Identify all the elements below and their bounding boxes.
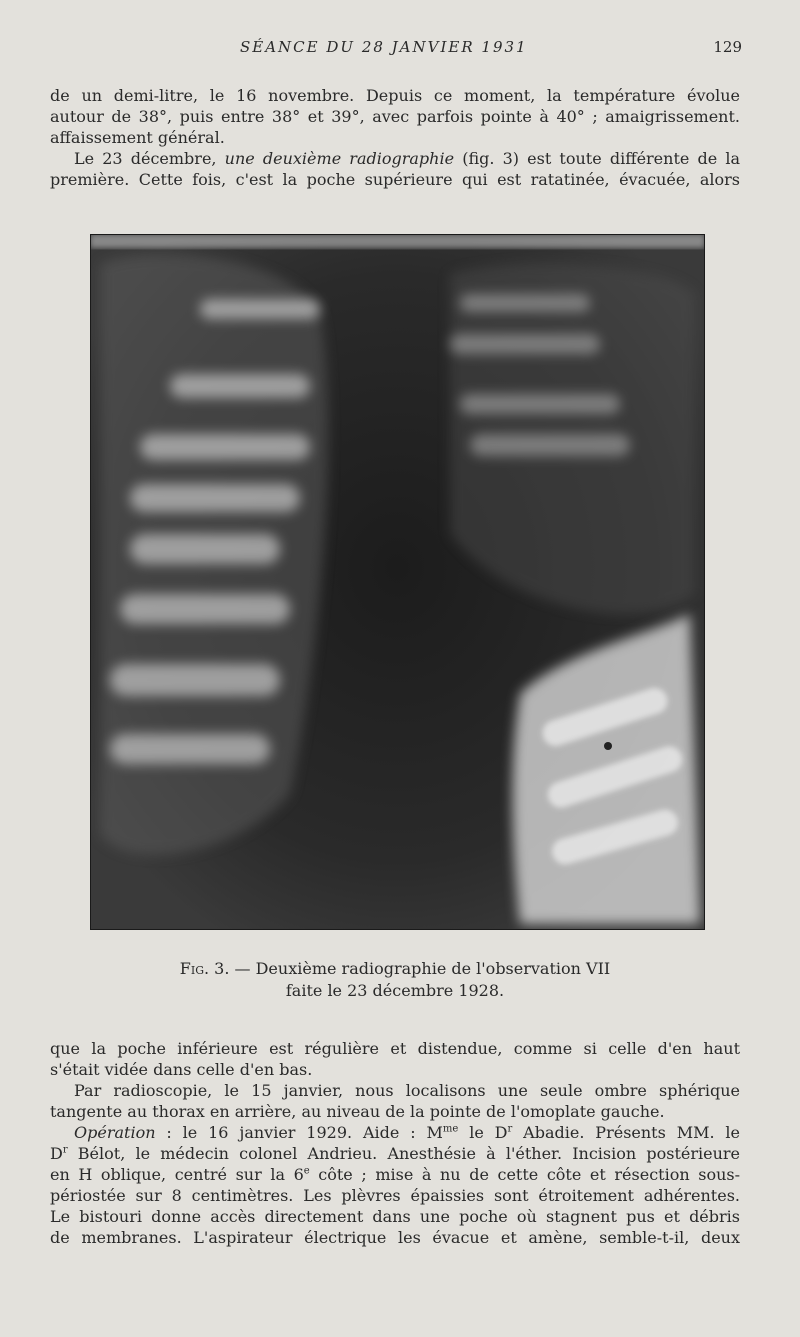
text-run: le D	[458, 1123, 508, 1142]
text-run: Le 23 décembre,	[74, 149, 217, 168]
text-line	[50, 1143, 740, 1164]
text-line	[50, 1122, 740, 1143]
text-line: autour de 38°, puis entre 38° et 39°, avec parfois pointe à 40° ; amaigrissement.	[50, 107, 740, 126]
text-line: Le bistouri donne accès directement dans une poche où stagnent pus et débris	[50, 1207, 740, 1226]
text-line: s'était vidée dans celle d'en bas.	[50, 1060, 313, 1079]
page-number: 129	[713, 38, 742, 56]
figure-caption	[50, 958, 740, 1002]
text-line: affaissement général.	[50, 128, 225, 147]
text-line: périostée sur 8 centimètres. Les plèvres épaissies sont étroitement adhérentes.	[50, 1186, 740, 1205]
caption-text: — Deuxième radiographie de l'observation VII	[234, 959, 611, 978]
text-line	[50, 148, 740, 169]
text-run: (fig. 3) est toute différente de la	[462, 149, 741, 168]
paragraph-5	[50, 1122, 740, 1248]
text-run: : le 16 janvier 1929. Aide : M	[155, 1123, 443, 1142]
superscript: r	[62, 1144, 68, 1156]
figure-label: Fig. 3.	[179, 959, 230, 978]
text-run: D	[50, 1144, 63, 1163]
paragraph-3	[50, 1038, 740, 1080]
paragraph-2	[50, 148, 740, 190]
caption-line: faite le 23 décembre 1928.	[285, 981, 505, 1000]
paragraph-1	[50, 85, 740, 148]
text-line: de membranes. L'aspirateur électrique les évacue et amène, semble-t-il, deux	[50, 1228, 740, 1247]
radiograph-figure	[90, 234, 705, 930]
superscript: r	[507, 1123, 513, 1135]
superscript: me	[442, 1123, 459, 1135]
superscript: e	[303, 1165, 310, 1177]
text-run: en H oblique, centré sur la 6	[50, 1165, 304, 1184]
italic-run: une deuxième radiographie	[224, 149, 455, 168]
caption-line	[50, 958, 740, 980]
text-line: que la poche inférieure est régulière et distendue, comme si celle d'en haut	[50, 1039, 740, 1058]
radiograph-image	[90, 234, 705, 930]
text-run: côte ; mise à nu de cette côte et résection sous-	[309, 1165, 741, 1184]
text-line: Par radioscopie, le 15 janvier, nous localisons une seule ombre sphérique	[74, 1081, 740, 1100]
text-line	[50, 1164, 740, 1185]
text-line: première. Cette fois, c'est la poche supérieure qui est ratatinée, évacuée, alors	[50, 170, 740, 189]
text-run: Abadie. Présents MM. le	[512, 1123, 741, 1142]
text-run: Bélot, le médecin colonel Andrieu. Anesthésie à l'éther. Incision postérieure	[67, 1144, 740, 1163]
running-header	[50, 38, 742, 62]
paragraph-4	[50, 1080, 740, 1122]
header-title: SÉANCE DU 28 JANVIER 1931	[240, 38, 528, 56]
text-line: tangente au thorax en arrière, au niveau de la pointe de l'omoplate gauche.	[50, 1102, 665, 1121]
operation-label: Opération	[74, 1123, 156, 1142]
text-line: de un demi-litre, le 16 novembre. Depuis ce moment, la température évolue	[50, 86, 740, 105]
